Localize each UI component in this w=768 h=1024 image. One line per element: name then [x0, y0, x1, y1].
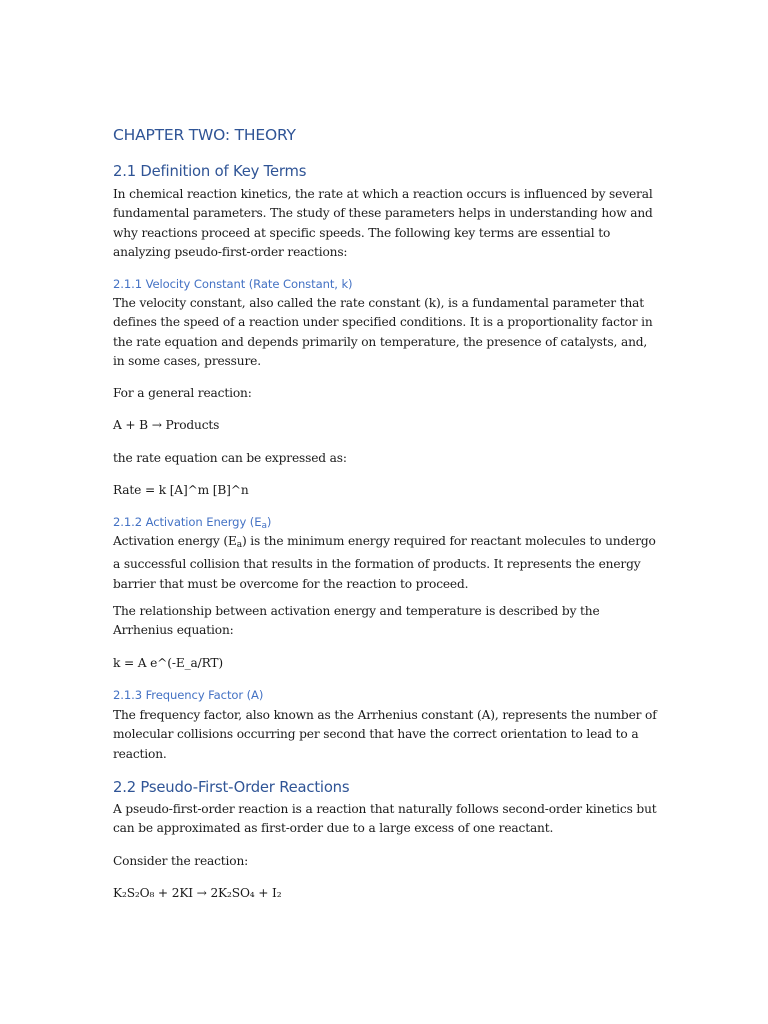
paragraph-rate-equation-label: the rate equation can be expressed as:	[113, 451, 347, 465]
rate-equation: Rate = k [A]^m [B]^n	[113, 483, 249, 497]
paragraph-2-1-1-body: The velocity constant, also called the rate constant (k), is a fundamental parameter that defines the speed of a reaction under specified conditions. It is a proportionality factor in the rate equation and depends primarily on temperature, the presence of catalysts, and, in some cases, pressure.	[113, 296, 653, 368]
body-text-rest: ) is the minimum energy required for reactant molecules to undergo a successful collision that results in the formation of products. It represents the energy barrier that must be overcome for the reaction to proceed.	[113, 534, 656, 591]
persulfate-iodide-reaction: K₂S₂O₈ + 2KI → 2K₂SO₄ + I₂	[113, 886, 282, 900]
heading-text: 2.1.2 Activation Energy (E	[113, 515, 262, 529]
body-text-start: Activation energy (E	[113, 534, 237, 548]
paragraph-2-1-intro: In chemical reaction kinetics, the rate at which a reaction occurs is influenced by several fundamental parameters. The study of these parameters helps in understanding how and why reactions proceed at specific speeds. The following key terms are essential to analyzing pseudo-first-order reactions:	[113, 187, 653, 259]
arrhenius-equation: k = A e^(-E_a/RT)	[113, 656, 223, 670]
heading-subscript: a	[261, 521, 267, 531]
chapter-title: CHAPTER TWO: THEORY	[113, 126, 296, 144]
subsection-heading-2-1-3: 2.1.3 Frequency Factor (A)	[113, 688, 264, 702]
paragraph-2-1-3-body: The frequency factor, also known as the Arrhenius constant (A), represents the number of molecular collisions occurring per second that have the correct orientation to lead to a reaction.	[113, 708, 657, 761]
general-reaction-equation: A + B → Products	[113, 418, 220, 432]
paragraph-consider-reaction: Consider the reaction:	[113, 854, 249, 868]
section-heading-2-2: 2.2 Pseudo-First-Order Reactions	[113, 779, 350, 796]
paragraph-2-1-2-body	[113, 532, 658, 594]
subsection-heading-2-1-2	[113, 515, 658, 531]
paragraph-arrhenius-relation: The relationship between activation energy and temperature is described by the Arrhenius equation:	[113, 604, 600, 638]
section-heading-2-1: 2.1 Definition of Key Terms	[113, 163, 307, 180]
heading-end: )	[266, 515, 272, 529]
body-subscript: a	[236, 540, 242, 550]
paragraph-2-2-body: A pseudo-first-order reaction is a reaction that naturally follows second-order kinetics but can be approximated as first-order due to a large excess of one reactant.	[113, 802, 657, 836]
subsection-heading-2-1-1: 2.1.1 Velocity Constant (Rate Constant, k)	[113, 277, 353, 291]
paragraph-general-reaction-label: For a general reaction:	[113, 386, 252, 400]
